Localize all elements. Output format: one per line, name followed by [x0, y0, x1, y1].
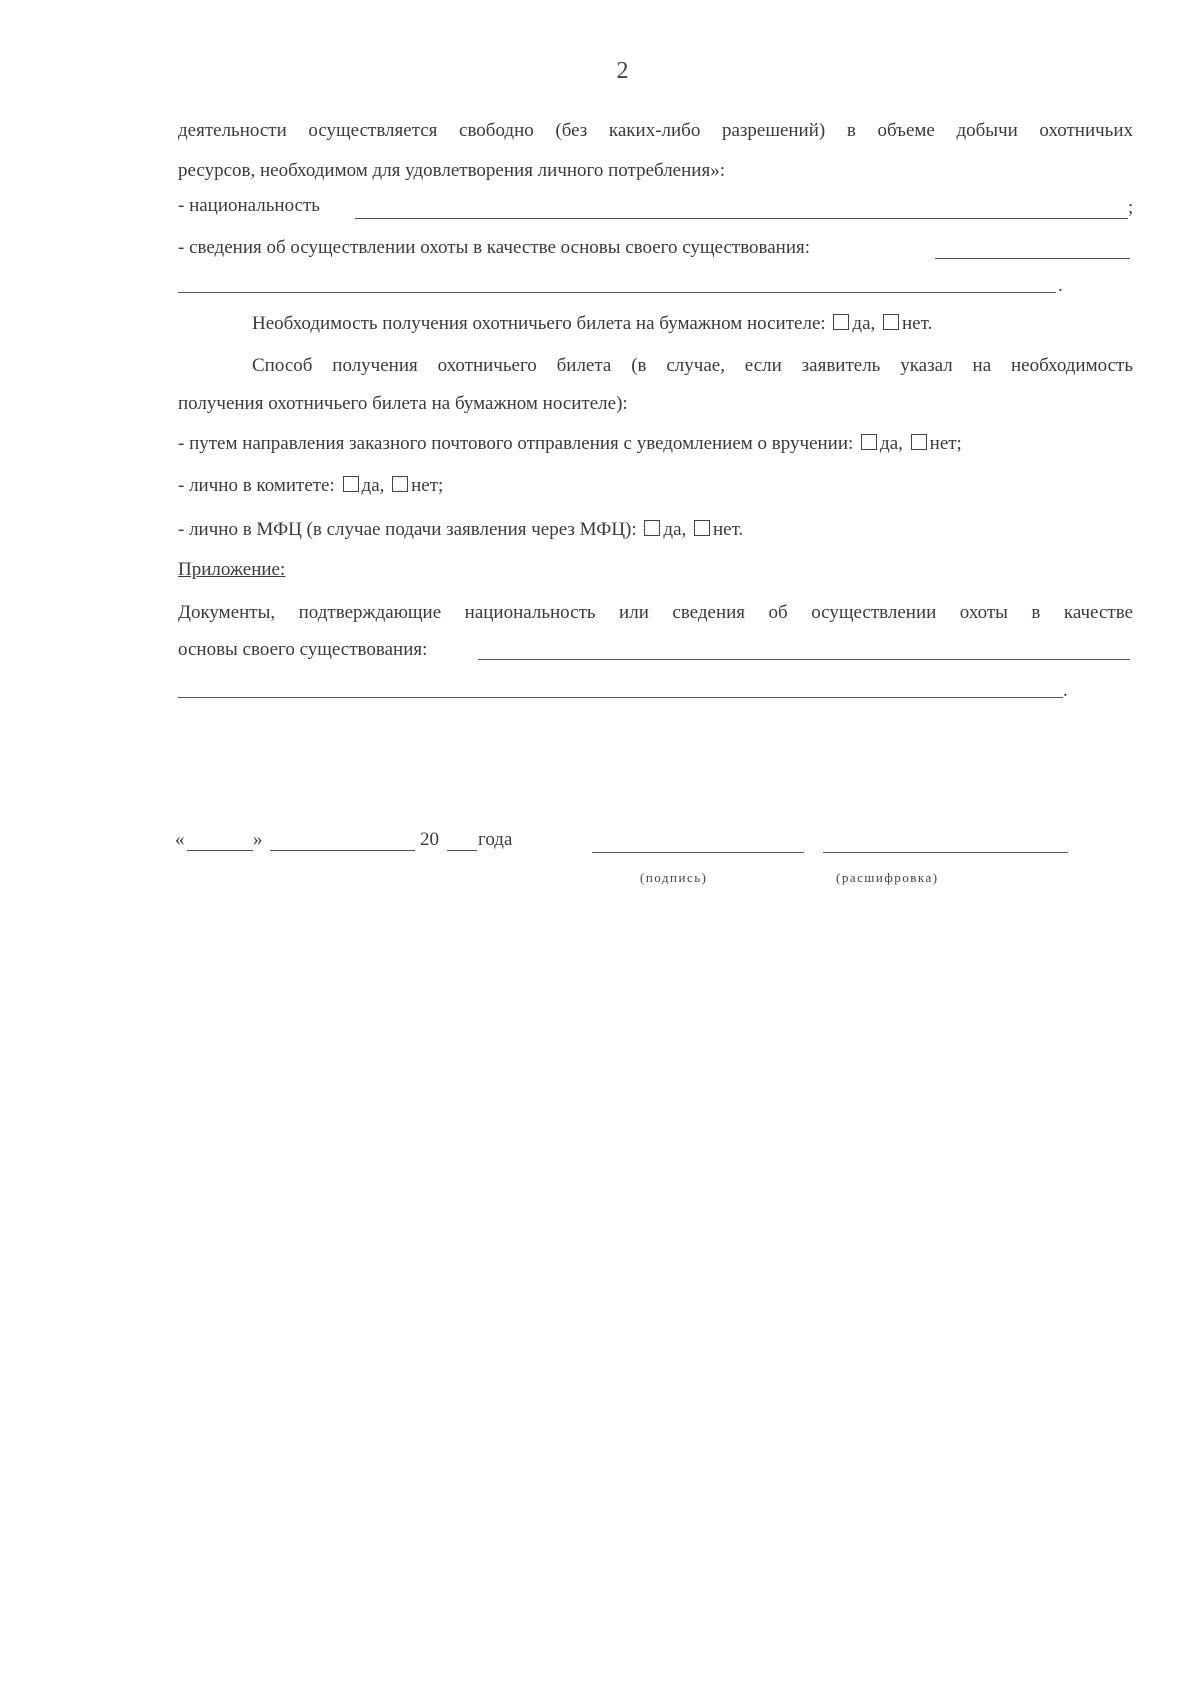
method-mfc-option [178, 520, 743, 541]
paragraph-line: деятельности осуществляется свободно (без каких-либо разрешений) в объеме добычи охотничьих [178, 120, 1133, 141]
nationality-label: - национальность [178, 195, 320, 216]
paper-ticket-no-checkbox[interactable] [883, 314, 899, 330]
hunting-info-field-continued[interactable] [178, 292, 1056, 293]
signature-field[interactable] [592, 852, 804, 853]
method-line: получения охотничьего билета на бумажном носителе): [178, 393, 628, 414]
signature-caption: (подпись) [640, 870, 708, 885]
paper-ticket-yes-checkbox[interactable] [833, 314, 849, 330]
hunting-info-end-punct: . [1058, 275, 1063, 296]
mfc-no-label: нет. [713, 519, 744, 540]
attachment-end-punct: . [1063, 680, 1068, 701]
paper-ticket-yes-label: да, [852, 313, 876, 334]
committee-label: - лично в комитете: [178, 475, 335, 496]
attachment-documents-field[interactable] [478, 659, 1130, 660]
attachment-documents-field-continued[interactable] [178, 697, 1063, 698]
date-month-field[interactable] [270, 850, 415, 851]
decoding-caption: (расшифровка) [836, 870, 939, 885]
mfc-label: - лично в МФЦ (в случае подачи заявления через МФЦ): [178, 519, 637, 540]
page-number: 2 [616, 58, 629, 84]
method-line: Способ получения охотничьего билета (в случае, если заявитель указал на необходимость [252, 355, 1133, 376]
paper-ticket-label: Необходимость получения охотничьего билета на бумажном носителе: [252, 313, 826, 334]
date-year-prefix: 20 [420, 829, 439, 850]
mfc-yes-label: да, [663, 519, 687, 540]
paragraph-line: ресурсов, необходимом для удовлетворения личного потребления»: [178, 160, 725, 181]
paper-ticket-no-label: нет. [902, 313, 933, 334]
date-year-suffix: года [478, 829, 513, 850]
method-committee-option [178, 476, 443, 497]
mail-no-label: нет; [929, 433, 962, 454]
committee-no-checkbox[interactable] [392, 476, 408, 492]
mail-label: - путем направления заказного почтового отправления с уведомлением о вручении: [178, 433, 854, 454]
hunting-info-label: - сведения об осуществлении охоты в качестве основы своего существования: [178, 237, 811, 258]
committee-no-label: нет; [411, 475, 444, 496]
date-close-quote: » [253, 829, 263, 850]
date-day-field[interactable] [187, 850, 253, 851]
committee-yes-checkbox[interactable] [343, 476, 359, 492]
attachment-line: Документы, подтверждающие национальность или сведения об осуществлении охоты в качестве [178, 602, 1133, 623]
date-year-field[interactable] [447, 850, 477, 851]
mail-yes-label: да, [880, 433, 903, 454]
nationality-end-punct: ; [1128, 197, 1134, 218]
mfc-yes-checkbox[interactable] [644, 520, 660, 536]
attachment-line: основы своего существования: [178, 639, 428, 660]
mfc-no-checkbox[interactable] [694, 520, 710, 536]
committee-yes-label: да, [361, 475, 385, 496]
attachment-heading: Приложение: [178, 559, 286, 580]
mail-yes-checkbox[interactable] [861, 434, 877, 450]
hunting-info-field[interactable] [935, 258, 1130, 259]
paper-ticket-question [252, 314, 932, 335]
nationality-field[interactable] [355, 218, 1128, 219]
signature-decoding-field[interactable] [823, 852, 1068, 853]
mail-no-checkbox[interactable] [911, 434, 927, 450]
method-mail-option [178, 434, 962, 455]
date-open-quote: « [175, 829, 185, 850]
